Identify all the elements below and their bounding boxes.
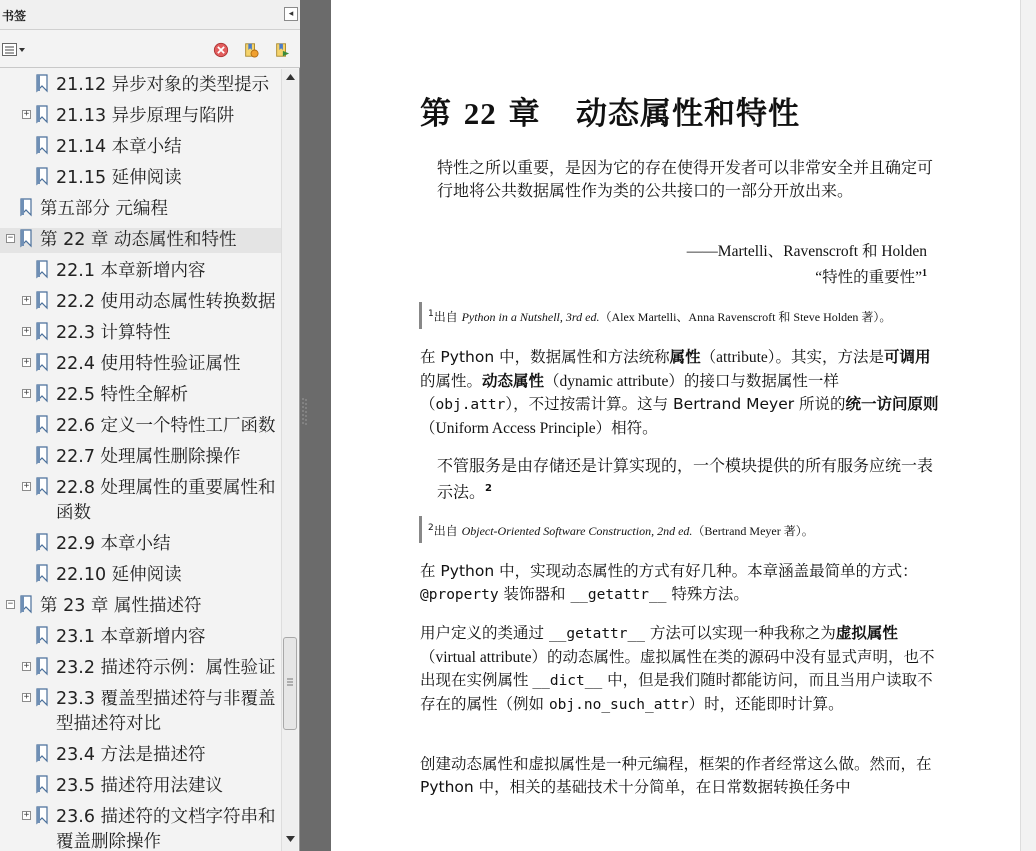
bookmark-item[interactable]	[0, 197, 281, 222]
expand-toggle-icon[interactable]: +	[23, 692, 30, 702]
bookmark-icon	[36, 775, 48, 794]
bookmark-label: 22.4 使用特性验证属性	[56, 354, 241, 374]
bookmark-icon	[36, 384, 48, 403]
bookmark-label: 23.1 本章新增内容	[56, 627, 206, 647]
code-inline: obj.no_such_attr	[548, 696, 689, 713]
bookmark-label: 22.8 处理属性的重要属性和	[56, 478, 276, 498]
code-inline: obj.attr	[435, 397, 506, 413]
bookmark-item[interactable]	[0, 414, 281, 439]
bookmark-icon	[36, 626, 48, 645]
text: 的属性。	[420, 371, 483, 390]
bookmark-item[interactable]	[0, 259, 281, 284]
bookmark-label: 22.6 定义一个特性工厂函数	[56, 416, 276, 436]
epigraph-attribution	[631, 241, 927, 289]
bookmark-icon	[36, 260, 48, 279]
bookmark-label-continued: 函数	[56, 503, 91, 523]
bookmark-item[interactable]	[0, 228, 281, 253]
bookmark-icon	[36, 322, 48, 341]
expand-toggle-icon[interactable]: +	[23, 295, 30, 305]
delete-bookmark-button[interactable]	[212, 42, 230, 58]
epigraph-quote: 特性之所以重要，是因为它的存在使得开发者可以非常安全并且确定可行地将公共数据属性作为类的公共接口的一部分开放出来。	[437, 158, 934, 200]
footnote-ref[interactable]: 2	[485, 483, 492, 494]
bookmark-icon	[36, 105, 48, 124]
bookmark-icon	[36, 477, 48, 496]
text: （virtual attribute）的动态属性。虚拟属性在类的源码中没有显式声明，也不出现在实例属性	[420, 648, 935, 689]
bookmark-icon	[36, 136, 48, 155]
code-inline: __dict__	[532, 673, 603, 689]
footnote-book-title: Object-Oriented Software Construction, 2nd ed.	[461, 524, 693, 538]
footnote-author: （Bertrand Meyer 著）。	[692, 524, 814, 538]
collapse-toggle-icon[interactable]: −	[7, 599, 14, 609]
bookmark-item[interactable]	[0, 805, 281, 851]
chapter-number: 22	[463, 96, 497, 131]
bookmark-label: 23.2 描述符示例：属性验证	[56, 658, 276, 678]
expand-toggle-icon[interactable]: +	[23, 326, 30, 336]
term-bold: 属性	[669, 348, 701, 366]
bookmark-tree	[0, 69, 281, 851]
bookmark-label: 22.10 延伸阅读	[56, 565, 182, 585]
code-inline: @property	[420, 586, 499, 603]
attribution-author: ——Martelli、Ravenscroft 和 Holden	[686, 243, 927, 260]
bookmark-label: 22.2 使用动态属性转换数据	[56, 292, 276, 312]
bookmark-item[interactable]	[0, 594, 281, 619]
bookmark-icon	[36, 564, 48, 583]
vertical-scrollbar[interactable]	[281, 69, 298, 851]
bookmark-label: 第 23 章 属性描述符	[40, 596, 202, 616]
paragraph-2	[420, 560, 945, 606]
scroll-down-arrow-icon[interactable]	[282, 830, 299, 847]
text: 创建动态属性和虚拟属性是一种元编程，框架的作者经常这么做。然而，在 Python 中，相关的基础技术十分简单，在日常数据转换任务中	[420, 755, 932, 796]
bookmark-label: 21.12 异步对象的类型提示	[56, 75, 270, 95]
expand-toggle-icon[interactable]: +	[23, 357, 30, 367]
right-edge-strip	[1020, 0, 1036, 851]
options-menu-button[interactable]	[2, 42, 26, 58]
text: 中，但是我们随时都能访问，而且当用户读取不存在的属性（例如	[420, 671, 933, 713]
footnote-author: （Alex Martelli、Anna Ravenscroft 和 Steve Holden 著）。	[599, 310, 892, 324]
panel-title: 书签	[2, 9, 27, 23]
bookmark-item[interactable]	[0, 687, 281, 737]
bookmark-icon	[36, 657, 48, 676]
expand-toggle-icon[interactable]: +	[23, 810, 30, 820]
grip-icon	[287, 678, 293, 686]
bookmark-item[interactable]	[0, 445, 281, 470]
footnote-ref[interactable]: 1	[922, 268, 927, 279]
bookmark-icon	[36, 74, 48, 93]
text: 在 Python 中，数据属性和方法统称	[420, 348, 670, 366]
bookmark-icon	[20, 595, 32, 614]
term-bold: 动态属性	[482, 371, 545, 390]
bookmark-icon	[36, 167, 48, 186]
bookmark-label: 22.3 计算特性	[56, 323, 171, 343]
bookmark-icon	[36, 744, 48, 763]
bookmark-item[interactable]	[0, 774, 281, 799]
paragraph-4	[420, 753, 945, 798]
bookmark-label: 22.1 本章新增内容	[56, 261, 206, 281]
document-page	[331, 0, 1020, 851]
term-bold: 虚拟属性	[835, 624, 898, 642]
bookmark-icon	[20, 198, 32, 217]
bookmark-label: 23.5 描述符用法建议	[56, 776, 224, 796]
bookmark-label: 第五部分 元编程	[40, 199, 169, 219]
bookmark-item[interactable]	[0, 656, 281, 681]
bookmark-icon	[36, 688, 48, 707]
footnote-number: 1	[428, 309, 434, 319]
bookmark-item[interactable]	[0, 563, 281, 588]
attribution-source: “特性的重要性”	[815, 269, 922, 287]
footnote-number: 2	[428, 523, 434, 533]
expand-toggle-icon[interactable]: +	[23, 388, 30, 398]
bookmark-icon	[36, 291, 48, 310]
bookmark-label: 21.14 本章小结	[56, 137, 182, 157]
expand-toggle-icon[interactable]: +	[23, 109, 30, 119]
bookmark-item[interactable]	[0, 104, 281, 129]
bookmark-item[interactable]	[0, 625, 281, 650]
expand-toggle-icon[interactable]: +	[23, 481, 30, 491]
bookmark-label: 23.4 方法是描述符	[56, 745, 206, 765]
code-inline: __getattr__	[548, 626, 645, 642]
paragraph-3	[420, 622, 945, 716]
footnote-prefix: 出自	[433, 310, 462, 324]
bookmark-label: 21.13 异步原理与陷阱	[56, 106, 235, 126]
footnote-1	[419, 302, 959, 329]
term-bold: 可调用	[884, 348, 931, 366]
chapter-name: 动态属性和特性	[575, 96, 800, 132]
expand-toggle-icon[interactable]: +	[23, 661, 30, 671]
bookmark-item[interactable]	[0, 383, 281, 408]
chapter-title	[420, 88, 800, 133]
bookmark-label: 23.6 描述符的文档字符串和	[56, 807, 276, 827]
bookmark-item[interactable]	[0, 290, 281, 315]
bookmark-label: 22.7 处理属性删除操作	[56, 447, 241, 467]
collapse-toggle-icon[interactable]: −	[7, 233, 14, 243]
scroll-up-arrow-icon[interactable]	[282, 69, 299, 86]
bookmark-icon	[36, 353, 48, 372]
text: （Uniform Access Principle）相符。	[420, 419, 658, 437]
text: 用户定义的类通过	[420, 624, 549, 642]
text: 装饰器和	[498, 584, 571, 603]
bookmark-icon	[36, 806, 48, 825]
bookmarks-toolbar	[0, 30, 300, 68]
bookmark-item[interactable]	[0, 73, 281, 98]
bookmark-icon	[36, 415, 48, 434]
code-inline: __getattr__	[570, 586, 667, 603]
bookmark-icon	[36, 533, 48, 552]
text: （dynamic attribute）的接口与数据属性一样（	[420, 372, 839, 413]
bookmark-item[interactable]	[0, 352, 281, 377]
bookmark-label: 22.9 本章小结	[56, 534, 171, 554]
footnote-prefix: 出自	[433, 524, 462, 538]
collapse-panel-button[interactable]: ◂	[284, 7, 298, 21]
chapter-prefix: 第	[420, 96, 452, 132]
bookmark-label: 21.15 延伸阅读	[56, 168, 182, 188]
chapter-suffix: 章	[508, 96, 541, 132]
find-bookmark-button[interactable]	[273, 42, 291, 58]
bookmark-label: 23.3 覆盖型描述符与非覆盖	[56, 689, 276, 709]
bookmark-label: 22.5 特性全解析	[56, 385, 189, 405]
term-bold: 统一访问原则	[845, 395, 939, 413]
footnote-book-title: Python in a Nutshell, 3rd ed.	[461, 310, 600, 324]
bookmark-item[interactable]	[0, 135, 281, 160]
bookmarks-panel	[0, 0, 300, 851]
bookmark-item[interactable]	[0, 166, 281, 191]
text: 特殊方法。	[666, 584, 749, 603]
bookmark-label-continued: 型描述符对比	[56, 714, 161, 734]
bookmark-item[interactable]	[0, 476, 281, 526]
bookmark-label-continued: 覆盖删除操作	[56, 832, 161, 851]
bookmark-icon	[20, 229, 32, 248]
quote-block	[437, 454, 937, 503]
text: 在 Python 中，实现动态属性的方式有好几种。本章涵盖最简单的方式：	[420, 562, 918, 580]
bookmark-icon	[36, 446, 48, 465]
quote-text: 不管服务是由存储还是计算实现的，一个模块提供的所有服务应统一表示法。	[437, 456, 934, 502]
paragraph-1	[420, 346, 945, 440]
bookmark-item[interactable]	[0, 532, 281, 557]
new-bookmark-button[interactable]	[242, 42, 260, 58]
bookmark-item[interactable]	[0, 321, 281, 346]
bookmark-label: 第 22 章 动态属性和特性	[40, 230, 237, 250]
footnote-2	[419, 516, 959, 543]
text: ）时，还能即时计算。	[688, 694, 844, 713]
splitter-grip-icon[interactable]	[302, 398, 308, 426]
text: ），不过按需计算。这与 Bertrand Meyer 所说的	[505, 395, 846, 413]
bookmark-item[interactable]	[0, 743, 281, 768]
panel-header	[0, 0, 300, 30]
text: （attribute）。其实，方法是	[700, 349, 885, 366]
text: 方法可以实现一种我称之为	[644, 624, 836, 642]
scroll-thumb[interactable]	[283, 637, 297, 730]
